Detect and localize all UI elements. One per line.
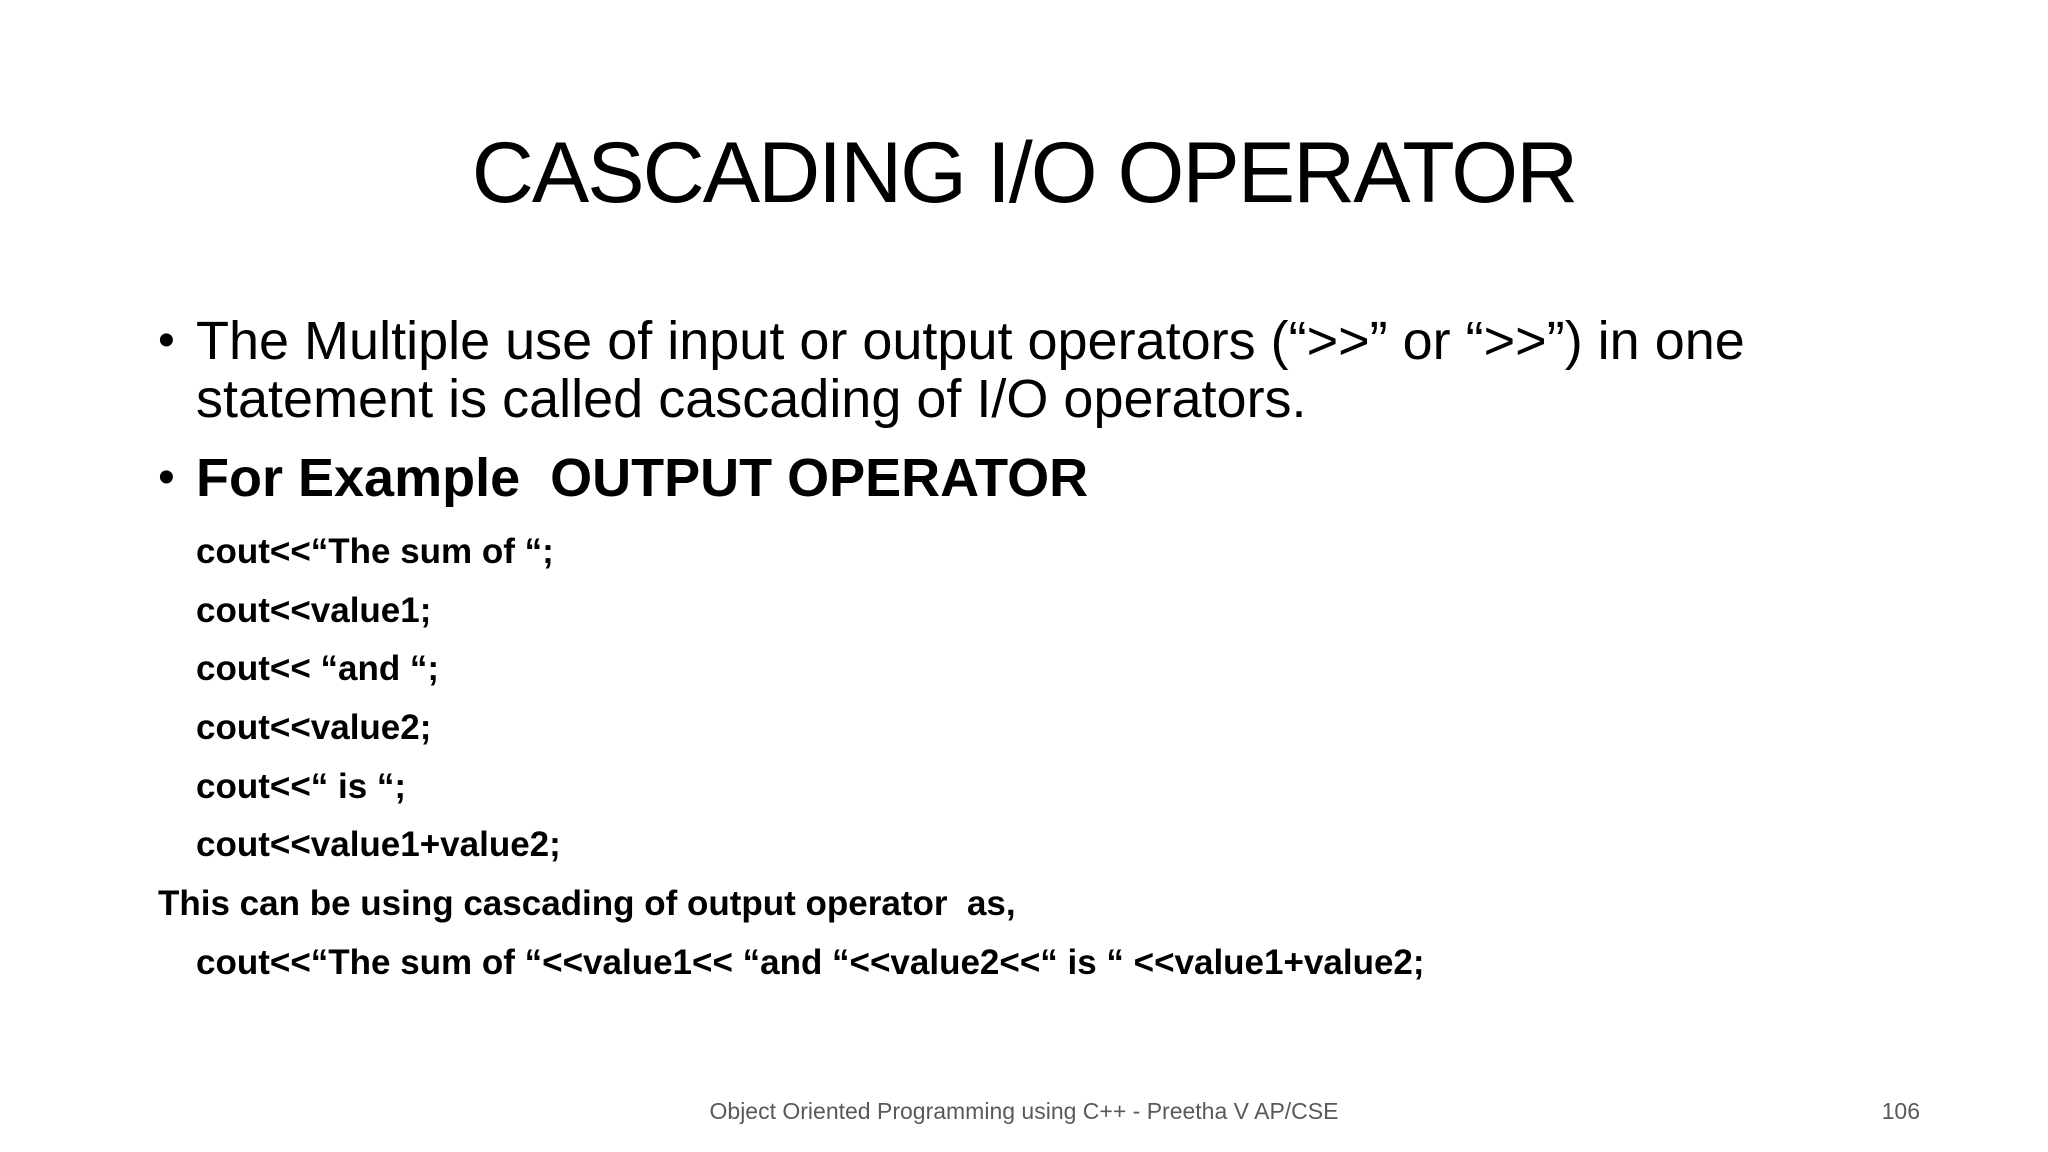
code-line: cout<<value1; <box>196 591 432 630</box>
code-line: cout<<value1+value2; <box>196 825 561 864</box>
slide-footer: Object Oriented Programming using C++ - Preetha V AP/CSE <box>709 1098 1339 1124</box>
code-line: cout<<“ is “; <box>196 767 407 806</box>
bullet-dot-icon: • <box>158 314 175 367</box>
code-line: cout<<“The sum of “; <box>196 532 554 571</box>
cascading-note: This can be using cascading of output operator as, <box>158 884 1016 923</box>
cascaded-code-line: cout<<“The sum of “<<value1<< “and “<<value2<<“ is “ <<value1+value2; <box>196 943 1425 982</box>
slide-title: CASCADING I/O OPERATOR <box>471 125 1577 221</box>
bullet-example-text: For Example OUTPUT OPERATOR <box>196 448 1089 508</box>
bullet-dot-icon: • <box>158 451 175 504</box>
code-line: cout<< “and “; <box>196 649 440 688</box>
page-number: 106 <box>1881 1098 1920 1124</box>
code-line: cout<<value2; <box>196 708 432 747</box>
bullet-definition-text: The Multiple use of input or output operators (“>>” or “>>”) in one statement is called cascading of I/O operators. <box>196 311 1745 429</box>
